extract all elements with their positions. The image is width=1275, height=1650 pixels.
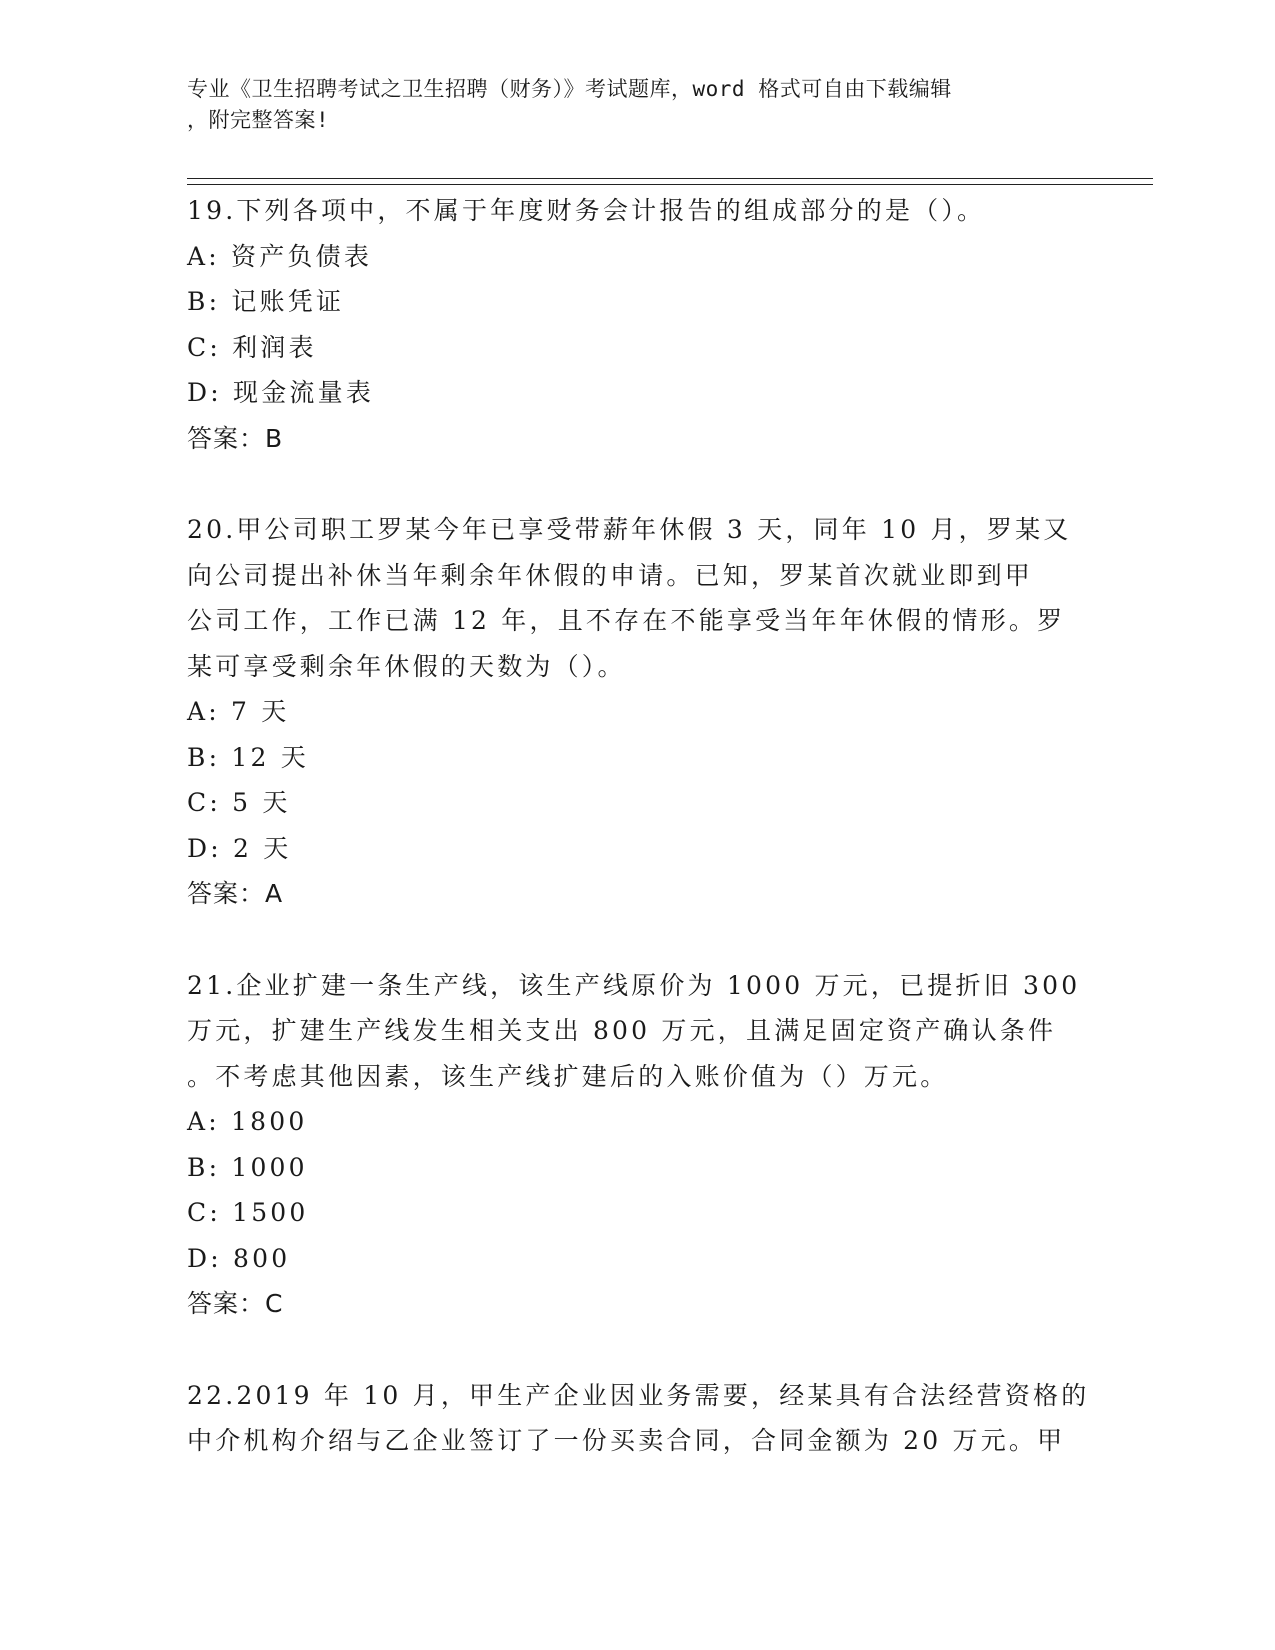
- option-b: B: 记账凭证: [187, 287, 345, 316]
- option-a: A: 1800: [187, 1107, 308, 1136]
- header-divider: [187, 178, 1153, 179]
- answer: 答案：C: [187, 1289, 284, 1318]
- question-text: 某可享受剩余年休假的天数为（）。: [187, 651, 626, 681]
- option-a: A: 7 天: [187, 697, 290, 726]
- question-text: 。不考虑其他因素，该生产线扩建后的入账价值为（）万元。: [187, 1061, 949, 1091]
- option-c: C: 利润表: [187, 332, 317, 362]
- question-22: [187, 1373, 1090, 1464]
- option-d: D: 800: [187, 1243, 291, 1273]
- option-b: B: 12 天: [187, 742, 309, 772]
- answer: 答案：B: [187, 423, 284, 453]
- question-text: 22.2019 年 10 月，甲生产企业因业务需要，经某具有合法经营资格的: [187, 1380, 1090, 1410]
- question-text: 21.企业扩建一条生产线，该生产线原价为 1000 万元，已提折旧 300: [187, 970, 1081, 1000]
- question-19: [187, 188, 1087, 461]
- option-d: D: 2 天: [187, 833, 292, 863]
- option-a: A: 资产负债表: [187, 241, 373, 271]
- header-line: ，附完整答案!: [187, 108, 330, 132]
- question-text: 向公司提出补休当年剩余年休假的申请。已知，罗某首次就业即到甲: [187, 560, 1034, 590]
- header-divider: [187, 184, 1153, 185]
- answer: 答案：A: [187, 879, 284, 908]
- question-text: 公司工作，工作已满 12 年，且不存在不能享受当年年休假的情形。罗: [187, 606, 1066, 635]
- option-d: D: 现金流量表: [187, 378, 375, 407]
- question-text: 19.下列各项中，不属于年度财务会计报告的组成部分的是（）。: [187, 196, 986, 225]
- option-b: B: 1000: [187, 1152, 308, 1182]
- option-c: C: 1500: [187, 1198, 309, 1227]
- question-text: 万元，扩建生产线发生相关支出 800 万元，且满足固定资产确认条件: [187, 1016, 1057, 1045]
- question-text: 20.甲公司职工罗某今年已享受带薪年休假 3 天，同年 10 月，罗某又: [187, 515, 1072, 544]
- document-header: [187, 74, 1067, 136]
- question-list: [187, 188, 1090, 1464]
- header-line: 专业《卫生招聘考试之卫生招聘（财务）》考试题库，word 格式可自由下载编辑: [187, 77, 952, 101]
- option-c: C: 5 天: [187, 788, 291, 817]
- question-20: [187, 507, 1087, 917]
- question-21: [187, 963, 1087, 1327]
- question-text: 中介机构介绍与乙企业签订了一份买卖合同，合同金额为 20 万元。甲: [187, 1426, 1066, 1455]
